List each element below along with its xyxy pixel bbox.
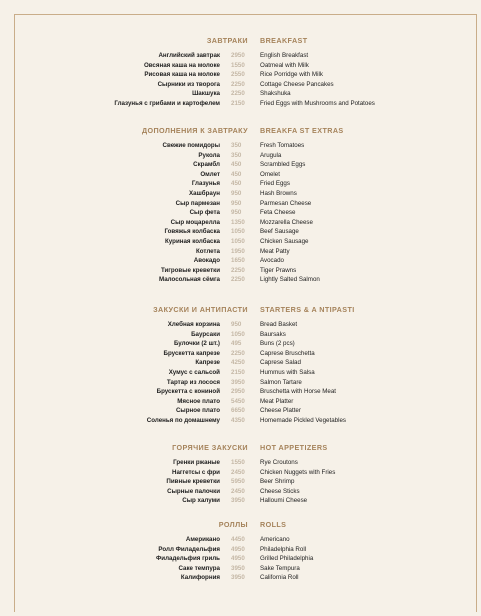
section-header (0, 443, 481, 454)
item-name-en: Caprese Bruschetta (260, 349, 315, 357)
item-name-en: Beef Sausage (260, 228, 299, 236)
item-price: 1050 (231, 237, 245, 245)
item-price: 950 (231, 209, 242, 217)
item-name-ru: Брускетта с кониной (156, 388, 220, 396)
item-price: 2250 (231, 90, 245, 98)
item-name-ru: Сыр пармезан (175, 199, 220, 207)
item-name-ru: Брускетта капрезе (163, 349, 220, 357)
menu-item (0, 208, 481, 218)
menu-item (0, 151, 481, 161)
section-title-ru: ЗАВТРАКИ (206, 36, 248, 45)
item-price: 450 (231, 161, 242, 169)
item-name-en: Meat Patty (260, 247, 290, 255)
item-name-ru: Английский завтрак (158, 52, 220, 59)
item-name-en: Cheese Sticks (260, 487, 300, 495)
item-name-en: Bruschetta with Horse Meat (260, 388, 336, 396)
menu-item (0, 487, 481, 497)
item-name-ru: Булочки (2 шт.) (173, 340, 220, 348)
item-name-en: Avocado (260, 257, 284, 265)
item-name-en: Homemade Pickled Vegetables (260, 416, 346, 424)
item-name-en: Rice Porridge with Milk (260, 71, 323, 79)
menu-item (0, 227, 481, 237)
item-name-ru: Сырники из творога (157, 80, 220, 88)
menu-item (0, 477, 481, 487)
item-name-ru: Хлебная корзина (167, 321, 220, 328)
item-name-en: Baursaks (260, 330, 286, 338)
item-name-en: Beer Shrimp (260, 478, 295, 486)
menu-item (0, 349, 481, 359)
item-name-en: Cheese Platter (260, 407, 301, 415)
menu-item (0, 51, 481, 61)
item-price: 2450 (231, 468, 245, 476)
item-name-ru: Омлет (200, 170, 220, 178)
item-name-ru: Калифорния (180, 574, 220, 582)
item-price: 2150 (231, 99, 245, 107)
menu-item (0, 330, 481, 340)
item-name-ru: Глазунья (191, 180, 220, 188)
item-name-en: Hummus with Salsa (260, 368, 315, 376)
item-name-ru: Капрезе (195, 359, 220, 367)
item-name-en: Arugula (260, 151, 282, 159)
section-title-en: BREAKFA ST EXTRAS (260, 126, 344, 135)
item-name-en: Shakshuka (260, 90, 291, 98)
item-price: 1550 (231, 459, 245, 466)
item-name-ru: Хумус с сальсой (168, 368, 220, 376)
item-name-en: Salmon Tartare (260, 378, 302, 386)
item-name-en: Halloumi Cheese (260, 497, 308, 505)
menu-item (0, 170, 481, 180)
menu-item (0, 545, 481, 555)
menu-item (0, 564, 481, 574)
item-name-en: Parmesan Cheese (260, 199, 312, 207)
item-name-ru: Овсяная каша на молоке (143, 61, 220, 69)
item-name-ru: Тигровые креветки (160, 266, 220, 274)
menu-item (0, 61, 481, 71)
item-name-ru: Ролл Филадельфия (158, 545, 220, 553)
item-price: 5450 (231, 397, 245, 405)
item-name-en: Scrambled Eggs (260, 161, 306, 169)
item-name-en: Tiger Prawns (260, 266, 297, 274)
section-title-en: HOT APPETIZERS (260, 443, 328, 452)
item-price: 1350 (231, 218, 245, 226)
section-title-en: BREAKFAST (260, 36, 308, 45)
menu-item (0, 275, 481, 285)
item-price: 6650 (231, 407, 245, 415)
item-name-ru: Шакшука (192, 90, 220, 98)
item-name-ru: Сыр халуми (182, 497, 220, 505)
menu-item (0, 189, 481, 199)
item-name-en: Omelet (260, 170, 280, 178)
item-price: 2150 (231, 368, 245, 376)
section-header (0, 36, 481, 47)
item-price: 4450 (231, 536, 245, 543)
item-price: 5950 (231, 478, 245, 486)
menu-item (0, 387, 481, 397)
item-name-en: Oatmeal with Milk (260, 61, 309, 69)
item-price: 350 (231, 151, 242, 159)
item-name-ru: Рисовая каша на молоке (144, 71, 220, 79)
item-price: 2250 (231, 80, 245, 88)
menu-item (0, 160, 481, 170)
item-price: 3950 (231, 564, 245, 572)
item-name-ru: Скрамбл (193, 161, 220, 169)
item-name-ru: Куриная колбаска (165, 237, 220, 245)
menu-items (0, 320, 481, 426)
item-name-ru: Котлета (195, 247, 220, 255)
menu-item (0, 247, 481, 257)
menu-item (0, 573, 481, 583)
item-price: 4950 (231, 555, 245, 563)
item-price: 2450 (231, 487, 245, 495)
section-title-en: ROLLS (260, 520, 287, 529)
section-breakfast (0, 36, 481, 109)
item-name-en: Cottage Cheese Pancakes (260, 80, 334, 88)
item-price: 4250 (231, 359, 245, 367)
item-name-ru: Говяжья колбаска (164, 228, 220, 236)
item-price: 450 (231, 170, 242, 178)
item-name-ru: Саке темпура (178, 564, 220, 572)
section-title-ru: РОЛЛЫ (218, 520, 248, 529)
menu-item (0, 468, 481, 478)
section-breakfast-extras (0, 126, 481, 285)
menu-item (0, 266, 481, 276)
item-name-ru: Рукола (198, 151, 220, 159)
item-name-ru: Тартар из лосося (166, 378, 220, 386)
item-price: 1050 (231, 330, 245, 338)
item-name-ru: Соленья по домашнему (146, 416, 220, 424)
item-name-en: Philadelphia Roll (260, 545, 307, 553)
item-name-ru: Сыр фета (189, 209, 220, 217)
menu-items (0, 535, 481, 583)
section-title-ru: ГОРЯЧИЕ ЗАКУСКИ (172, 443, 248, 452)
item-price: 1650 (231, 257, 245, 265)
menu-item (0, 554, 481, 564)
item-name-ru: Малосольная сёмга (158, 276, 220, 284)
menu-item (0, 458, 481, 468)
menu-item (0, 496, 481, 506)
item-name-ru: Наггетсы с фри (172, 468, 220, 476)
menu-item (0, 416, 481, 426)
menu-items (0, 458, 481, 506)
item-price: 3950 (231, 574, 245, 582)
item-name-ru: Американо (185, 536, 220, 543)
item-price: 4350 (231, 416, 245, 424)
item-name-ru: Мясное плато (177, 397, 220, 405)
item-name-en: Americano (260, 536, 290, 543)
item-name-en: California Roll (260, 574, 299, 582)
item-name-en: Caprese Salad (260, 359, 301, 367)
item-name-ru: Свежие помидоры (162, 142, 220, 149)
item-name-en: Chicken Nuggets with Fries (260, 468, 336, 476)
menu-item (0, 406, 481, 416)
item-name-ru: Баурсаки (191, 330, 220, 338)
item-name-ru: Глазунья с грибами и картофелем (114, 99, 220, 107)
menu-item (0, 179, 481, 189)
item-name-en: Sake Tempura (260, 564, 300, 572)
item-name-ru: Хашбраун (189, 189, 220, 197)
item-name-ru: Филадельфия гриль (155, 555, 220, 563)
menu-item (0, 358, 481, 368)
item-price: 3950 (231, 497, 245, 505)
section-title-ru: ЗАКУСКИ И АНТИПАСТИ (153, 305, 248, 314)
section-title-en: STARTERS & A NTIPASTI (260, 305, 355, 314)
menu-item (0, 141, 481, 151)
menu-item (0, 256, 481, 266)
menu-item (0, 397, 481, 407)
item-name-en: Lightly Salted Salmon (260, 276, 320, 284)
item-name-en: Mozzarella Cheese (260, 218, 313, 226)
item-price: 4950 (231, 545, 245, 553)
menu-item (0, 378, 481, 388)
menu-item (0, 99, 481, 109)
item-price: 2550 (231, 71, 245, 79)
item-price: 950 (231, 189, 242, 197)
item-name-en: Bread Basket (260, 321, 298, 328)
menu-item (0, 339, 481, 349)
section-header (0, 520, 481, 531)
section-header (0, 305, 481, 316)
item-price: 950 (231, 199, 242, 207)
menu-item (0, 70, 481, 80)
item-name-ru: Авокадо (193, 257, 220, 265)
item-name-en: Fried Eggs with Mushrooms and Potatoes (260, 99, 375, 107)
item-price: 2950 (231, 388, 245, 396)
item-name-en: Feta Cheese (260, 209, 296, 217)
menu-items (0, 51, 481, 109)
menu-item (0, 535, 481, 545)
section-title-ru: ДОПОЛНЕНИЯ К ЗАВТРАКУ (141, 126, 248, 135)
item-name-en: Rye Croutons (260, 459, 298, 466)
item-name-en: Meat Platter (260, 397, 294, 405)
item-name-ru: Гренки ржаные (173, 459, 220, 466)
section-rolls (0, 520, 481, 583)
item-price: 950 (231, 321, 242, 328)
menu-item (0, 237, 481, 247)
item-name-ru: Сырное плато (175, 407, 220, 415)
item-price: 3950 (231, 378, 245, 386)
item-name-ru: Сыр моцарелла (170, 218, 220, 226)
item-name-en: Chicken Sausage (260, 237, 309, 245)
item-price: 1050 (231, 228, 245, 236)
menu-item (0, 80, 481, 90)
item-name-en: Fried Eggs (260, 180, 290, 188)
menu-items (0, 141, 481, 285)
item-name-en: Buns (2 pcs) (260, 340, 295, 348)
item-price: 1950 (231, 247, 245, 255)
menu-item (0, 199, 481, 209)
section-header (0, 126, 481, 137)
item-name-ru: Пивные креветки (166, 478, 220, 486)
menu-item (0, 320, 481, 330)
item-name-en: Fresh Tomatoes (260, 142, 305, 149)
item-price: 2950 (231, 52, 245, 59)
item-price: 2250 (231, 349, 245, 357)
item-price: 495 (231, 340, 242, 348)
item-price: 450 (231, 180, 242, 188)
item-name-ru: Сырные палочки (167, 487, 220, 495)
section-starters (0, 305, 481, 426)
item-name-en: Hash Browns (260, 189, 297, 197)
item-name-en: English Breakfast (260, 52, 309, 59)
item-price: 2250 (231, 266, 245, 274)
item-price: 1550 (231, 61, 245, 69)
item-price: 2250 (231, 276, 245, 284)
menu-item (0, 218, 481, 228)
section-hot-appetizers (0, 443, 481, 506)
item-name-en: Grilled Philadelphia (260, 555, 314, 563)
menu-item (0, 368, 481, 378)
item-price: 350 (231, 142, 242, 149)
menu-item (0, 89, 481, 99)
